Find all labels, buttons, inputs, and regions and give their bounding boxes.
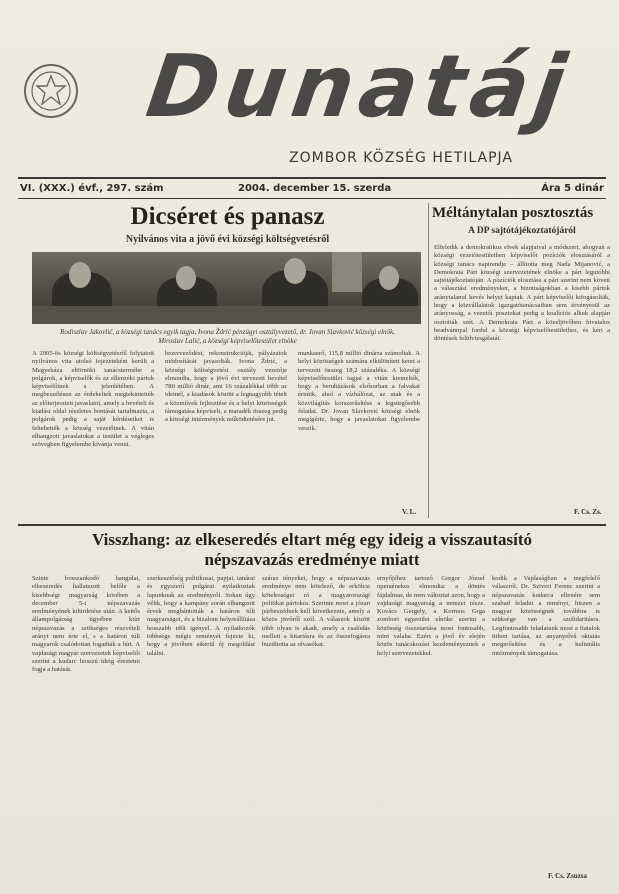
bottom-column-2: szerkesztőség politikusai, papjai, tanárai és egyszerű polgárai nyilatkoztak lapunknak az eredményről. Sokan úgy vélik, hogy a kampány során elhangzott érvek megbántották a határon túli magyarságot, és a bizalom helyreállítása hosszabb időt igényel. A nyilatkozók többsége mégis reményét fejezte ki, hogy a jövőben sikerül új megoldást találni. xyxy=(147,575,255,657)
lead-subheadline: Nyilvános vita a jövő évi községi költségvetésről xyxy=(125,234,330,245)
section-rule xyxy=(18,524,606,526)
bottom-column-1: Szinte bosszankodó hangulat, elkeseredés hallatszott belőle a kisebbségi magyarság körében a december 5-i népszavazás eredményének kihirdetése után. A kettős állampolgárság ügyében kiírt népszavazás a szükséges részvételi arányt nem érte el, s a határon túli magyarok csalódottan fogadták a hírt. A vajdasági magyar szervezetek képviselői szerint a kudarc hosszú ideig éreztetni fogja a hatását. xyxy=(32,575,140,674)
column-divider xyxy=(428,203,429,518)
bottom-headline-line-2: népszavazás eredménye miatt xyxy=(204,550,420,569)
lead-column-3: munkaerő, 115,8 millió dinárra számoltak. A helyi közösségek számára elkülönített keret a tervezett összeg 18,2 százaléka. A községi képviselőtestület tagjai a vitán kiemelték, hogy a beruházások elsősorban a falvakat érintik, ahol a vízhálózat, az utak és a közvilágítás korszerűsítése a legsürgősebb feladat. Dr. Jovan Slavković községi elnök megígérte, hogy a javaslatokat figyelembe veszik. xyxy=(298,350,420,432)
issue-price: Ára 5 dinár xyxy=(541,183,604,194)
lead-column-2: bezerveződést, rekonstrukcióját, pályázatok módosítását javasolták. Ivona Ždrić, a községi költségvetési osztály vezetője elmondta, hogy a jövő évi tervezett bevétel 780 millió dinár, ami 16 százalékkal több az ideinél, a kiadások között a legnagyobb tételt a közművek fejlesztése és a helyi közösségek támogatása képviseli, a maradék összeg pedig a községi intézmények működtetésére jut. xyxy=(165,350,287,424)
coat-of-arms-icon xyxy=(22,62,80,120)
masthead-title: Dunatáj xyxy=(140,37,578,137)
lead-headline: Dicséret és panasz xyxy=(130,203,325,230)
caption-line-1: Rodiszlav Jakovlić, a községi tanács egyik tagja, Ivona Ždrić pénzügyi osztályvezető, dr. Jovan Slavković községi elnök, xyxy=(60,328,395,336)
side-signature: F. Cs. Zs. xyxy=(574,508,602,516)
masthead-subtitle: ZOMBOR KÖZSÉG HETILAPJA xyxy=(289,150,513,166)
bottom-signature: F. Cs. Zsuzsa xyxy=(548,872,588,880)
masthead-rule-bottom xyxy=(18,198,606,199)
photo-caption xyxy=(40,328,415,346)
masthead-rule-top xyxy=(18,177,606,179)
lead-photo xyxy=(32,252,421,324)
bottom-column-3: száraz tényeket, hogy a népszavazás eredménye nem kötelező, de erkölcsi kötelességet ró a magyarországi politikai pártokra. Szerinte most a józan párbeszédnek kell következnie, amely a közös jövőről szól. A válaszok között több olyan is akadt, amely a csalódás mellett a kitartásra és az összefogásra buzdította az olvasókat. xyxy=(262,575,370,649)
lead-column-1: A 2005-ös községi költségvetésről folytatott nyilvános vita utolsó fejezeteként került a Megyeháza eltörnöki tanácstermébe a polgárok, a képviselők és az ellenzéki pártok képviselőinek a jelenlétében. A megbeszélésen az érdekeltek megtekintették az előterjesztett javaslatot, amely a bevételi és kiadási oldal részletes bontását tartalmazta, a polgárok pedig a saját kérdéseiket is feltehették a község vezetőinek. A vitán elhangzott javaslatokat a testület a végleges szövegben figyelembe kívánja venni. xyxy=(32,350,154,449)
bottom-column-4: ernyőjéhez tartozó Gregor József operaénekes elmondta: a döntés fájdalmas, de nem változtat azon, hogy a vajdasági magyarság a nemzet része. Kovács Gergely, a Kormos Grga zombori egyesület elnöke szerint a közösség összetartása most fontosabb, mint valaha. Ezért a jövő év elején közös tanácskozást kezdeményeznek a helyi szervezetekkel. xyxy=(377,575,485,657)
bottom-headline-line-1: Visszhang: az elkeseredés eltart még egy ideig a visszautasító xyxy=(91,530,533,549)
bottom-column-5: kodik a Vajdaságban a megfelelő válaszról. Dr. Sziveri Ferenc szerint a népszavazás kudarca ellenére sem szabad feladni a reményt, hiszen a magyar közösségnek továbbra is szüksége van a szolidaritásra. Legfontosabb feladatunk most a fiatalok itthon tartása, az anyanyelvű oktatás megerősítése és a kulturális intézmények támogatása. xyxy=(492,575,600,657)
side-subheadline: A DP sajtótájékoztatójáról xyxy=(468,226,576,236)
issue-date: 2004. december 15. szerda xyxy=(238,183,392,194)
lead-signature: V. L. xyxy=(402,508,417,516)
side-headline: Méltánytalan posztosztás xyxy=(432,205,594,221)
issue-bar xyxy=(20,183,604,197)
caption-line-2: Miroslav Lalić, a községi képviselőtestület elnöke xyxy=(158,337,297,345)
issue-number: VI. (XXX.) évf., 297. szám xyxy=(20,183,164,194)
side-body: Elfeledik a demokratikus elvek alapjaival a módszert, ahogyan a községi vezetőtestületben képviselői pozíciók elosztásáról a községi tanács napirendje – állította meg Nada Mijanović, a Demokrata Párt községi szervezetének elnöke a párt legutóbbi sajtótájékoztatóján. A pozíciók elosztása a párt szerint nem követi a választási eredményeket, a bizottságokban a kisebb pártok aránytalanul kevés helyet kaptak. A párt képviselői kifogásolták, hogy a közvállalatok igazgatótanácsaiban sem érvényesül az arányosság, a vezetői posztokat pedig a koalíciós alkuk alapján osztották szét. A Demokrata Párt a közeljövőben hivatalos beadvánnyal fordul a községi képviselőtestülethez, és kéri a döntések felülvizsgálatát. xyxy=(434,244,610,343)
bottom-headline xyxy=(20,530,604,570)
